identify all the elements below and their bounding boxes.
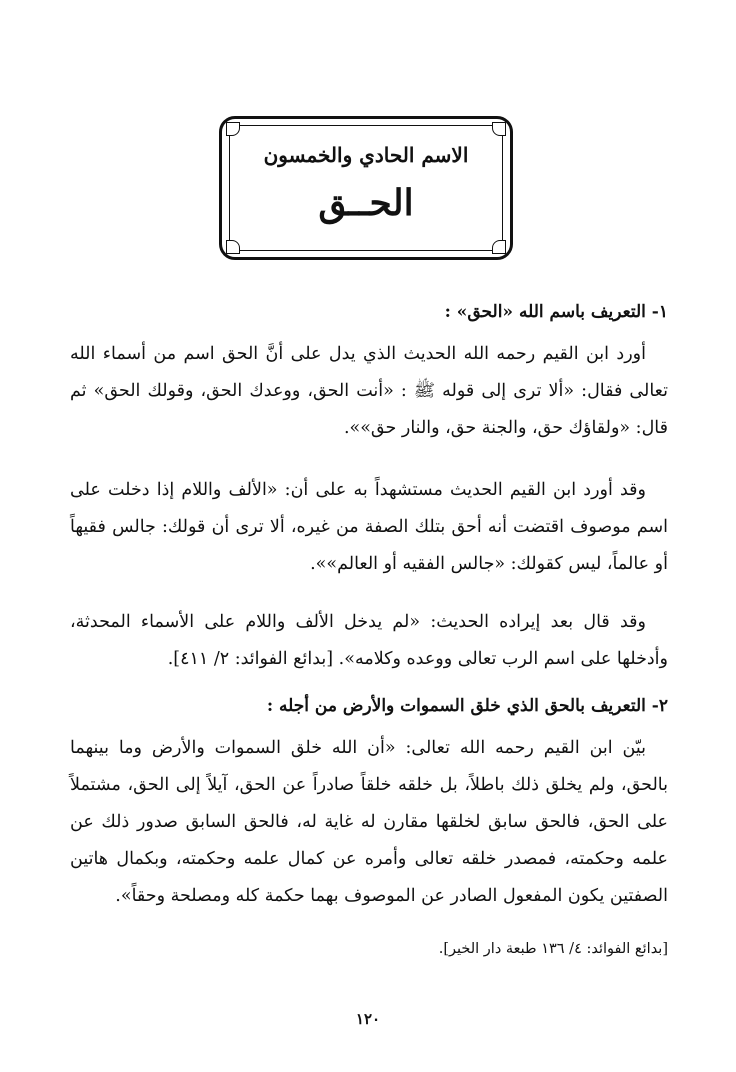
section-2-heading: ٢- التعريف بالحق الذي خلق السموات والأرض من أجله : — [266, 696, 668, 716]
section-2-citation: [بدائع الفوائد: ٤/ ١٣٦ طبعة دار الخير]. — [438, 941, 668, 957]
frame-corner-ornament — [492, 122, 506, 136]
frame-corner-ornament — [226, 240, 240, 254]
section-1-paragraph-3 — [70, 604, 668, 678]
paragraph-text: وقد أورد ابن القيم الحديث مستشهداً به على أن: «الألف واللام إذا دخلت على اسم موصوف اقتضت أنه أحق بتلك الصفة من غيره، ألا ترى أن قولك: جالس فقيهاً أو عالماً، ليس كقولك: «جالس الفقيه أو العالم»». — [70, 480, 668, 574]
page-number: ١٢٠ — [355, 1010, 381, 1028]
paragraph-text: أورد ابن القيم رحمه الله الحديث الذي يدل على أنَّ الحق اسم من أسماء الله تعالى فقال: «ألا ترى إلى قوله ﷺ : «أنت الحق، ووعدك الحق، وقولك الحق» ثم قال: «ولقاؤك حق، والجنة حق، والنار حق»». — [70, 344, 668, 438]
section-1-paragraph-1 — [70, 336, 668, 447]
section-2-paragraph-1 — [70, 730, 668, 915]
paragraph-text: بيّن ابن القيم رحمه الله تعالى: «أن الله خلق السموات والأرض وما بينهما بالحق، ولم يخلق ذلك باطلاً، بل خلقه خلقاً صادراً عن الحق، آيلاً إلى الحق، مشتملاً على الحق، فالحق سابق لخلقها مقارن له غاية له، فالحق السابق صدور ذلك عن علمه وحكمته، فمصدر خلقه تعالى وأمره عن كمال علمه وحكمته، وبكمال هاتين الصفتين يكون المفعول الصادر عن الموصوف بهما حكمة كله ومصلحة وحقاً». — [70, 738, 668, 906]
frame-corner-ornament — [492, 240, 506, 254]
paragraph-text: وقد قال بعد إيراده الحديث: «لم يدخل الألف واللام على الأسماء المحدثة، وأدخلها على اسم الرب تعالى ووعده وكلامه». [بدائع الفوائد: ٢/ ٤١١]. — [70, 612, 668, 669]
section-1-heading: ١- التعريف باسم الله «الحق» : — [444, 302, 668, 322]
chapter-subtitle: الاسم الحادي والخمسون — [263, 143, 469, 167]
section-1-paragraph-2 — [70, 472, 668, 583]
chapter-title: الحــق — [318, 182, 414, 224]
